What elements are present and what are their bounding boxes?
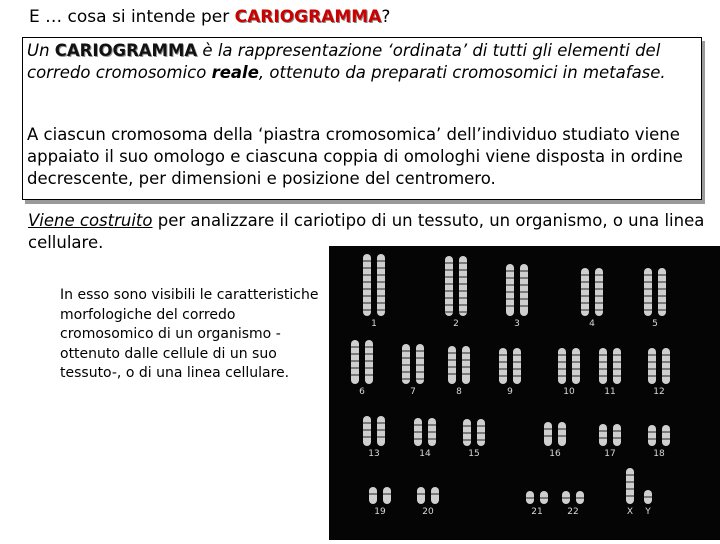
chromosome-band <box>363 281 371 283</box>
chromosome-band <box>658 288 666 290</box>
chromosome-band <box>402 364 410 366</box>
definition-paragraph <box>27 40 699 84</box>
chromosome-band <box>445 297 453 299</box>
pairing-paragraph: A ciascun cromosoma della ‘piastra cromosomica’ dell’individuo studiato viene appaiato il suo omologo e ciascuna coppia di omologhi viene disposta in ordine decrescente, per dimensioni e posizione del centromero. <box>27 125 683 188</box>
chromosome-band <box>363 429 371 431</box>
chromosome-band <box>463 432 471 434</box>
chromosome-band <box>595 302 603 304</box>
chromosome-band <box>459 304 467 306</box>
chromosome-band <box>644 295 652 297</box>
chromosome-band <box>595 274 603 276</box>
visibility-note: In esso sono visibili le caratteristiche morfologiche del corredo cromosomico di un organismo -ottenuto dalle cellule di un suo tessuto-, o di una linea cellulare. <box>60 287 319 381</box>
chromosome-band <box>626 481 634 483</box>
chromosome-label: 5 <box>652 319 658 329</box>
chromosome-pair-22 <box>562 491 584 517</box>
chromosome-band <box>402 371 410 373</box>
chromosome-label: 4 <box>589 319 595 329</box>
chromosome-pair-5 <box>644 268 666 329</box>
chromosome-band <box>581 281 589 283</box>
chromosome <box>377 254 385 316</box>
chromosome-band <box>431 493 439 495</box>
chromosome-band <box>499 354 507 356</box>
chromosome-pair-6 <box>351 340 373 397</box>
chromosome-band <box>581 274 589 276</box>
chromosome-band <box>363 260 371 262</box>
chromosome-band <box>558 428 566 430</box>
chromosome <box>369 487 377 504</box>
chromosome-band <box>445 311 453 313</box>
chromosome-band <box>595 295 603 297</box>
chromosome-band <box>477 439 485 441</box>
chromosome-band <box>414 424 422 426</box>
chromosome-band <box>365 374 373 376</box>
chromosome-band <box>383 493 391 495</box>
chromosome-band <box>558 368 566 370</box>
chromosome-pair-20 <box>417 487 439 517</box>
chromosome <box>613 424 621 446</box>
chromosome-band <box>572 375 580 377</box>
chromosome <box>448 346 456 384</box>
chromosome-label: 9 <box>507 387 513 397</box>
chromosome-band <box>363 274 371 276</box>
chromosome <box>431 487 439 504</box>
chromosome-band <box>576 497 584 499</box>
chromosome-band <box>499 361 507 363</box>
slide-title <box>29 6 390 28</box>
chromosome-band <box>506 298 514 300</box>
chromosome-band <box>377 260 385 262</box>
chromosome-label: 7 <box>410 387 416 397</box>
chromosome-band <box>416 357 424 359</box>
chromosome-band <box>445 269 453 271</box>
chromosome-band <box>428 431 436 433</box>
chromosome <box>648 425 656 446</box>
chromosome-label: 14 <box>419 449 431 459</box>
chromosome-band <box>626 495 634 497</box>
chromosome <box>363 254 371 316</box>
chromosome-pair-12 <box>648 348 670 397</box>
title-suffix: ? <box>381 7 391 27</box>
chromosome-band <box>662 354 670 356</box>
chromosome <box>572 348 580 384</box>
chromosome-band <box>644 302 652 304</box>
chromosome-band <box>599 361 607 363</box>
chromosome-band <box>365 360 373 362</box>
chromosome-label: 16 <box>549 449 561 459</box>
chromosome-pair-17 <box>599 424 621 459</box>
definition-start: Un <box>27 41 55 60</box>
definition-end: , ottenuto da preparati cromosomici in metafase. <box>258 63 666 82</box>
chromosome-band <box>462 352 470 354</box>
chromosome-band <box>595 281 603 283</box>
chromosome-band <box>513 375 521 377</box>
chromosome-band <box>662 361 670 363</box>
chromosome-band <box>520 270 528 272</box>
chromosome-pair-X <box>626 468 634 517</box>
chromosome-band <box>499 375 507 377</box>
chromosome-band <box>599 437 607 439</box>
chromosome-band <box>402 357 410 359</box>
chromosome-band <box>613 361 621 363</box>
chromosome-band <box>506 277 514 279</box>
chromosome-band <box>445 290 453 292</box>
chromosome-label: 22 <box>567 507 579 517</box>
chromosome <box>558 348 566 384</box>
chromosome-band <box>499 368 507 370</box>
chromosome-band <box>445 304 453 306</box>
chromosome-band <box>648 438 656 440</box>
chromosome-band <box>428 424 436 426</box>
chromosome-pair-2 <box>445 256 467 329</box>
karyogram-image <box>329 246 720 540</box>
chromosome <box>459 256 467 316</box>
chromosome-band <box>462 359 470 361</box>
chromosome-band <box>626 474 634 476</box>
chromosome-label: 20 <box>422 507 434 517</box>
chromosome-band <box>648 354 656 356</box>
chromosome-band <box>416 350 424 352</box>
chromosome-band <box>520 298 528 300</box>
chromosome-band <box>520 305 528 307</box>
chromosome-band <box>459 290 467 292</box>
usage-underlined: Viene costruito <box>28 211 153 230</box>
chromosome-pair-14 <box>414 418 436 459</box>
chromosome-pair-18 <box>648 425 670 459</box>
chromosome-band <box>658 302 666 304</box>
chromosome-band <box>463 439 471 441</box>
title-prefix: E … cosa si intende per <box>29 7 235 27</box>
chromosome-label: 18 <box>653 449 665 459</box>
chromosome-band <box>363 288 371 290</box>
chromosome-band <box>544 428 552 430</box>
chromosome-band <box>377 422 385 424</box>
chromosome-band <box>417 493 425 495</box>
chromosome-band <box>599 430 607 432</box>
chromosome-band <box>377 302 385 304</box>
chromosome-band <box>558 361 566 363</box>
chromosome <box>417 487 425 504</box>
chromosome-band <box>658 295 666 297</box>
chromosome-band <box>558 375 566 377</box>
chromosome-band <box>581 288 589 290</box>
chromosome-band <box>363 302 371 304</box>
chromosome <box>613 348 621 384</box>
chromosome-band <box>558 354 566 356</box>
chromosome-band <box>644 288 652 290</box>
chromosome-band <box>520 277 528 279</box>
chromosome <box>513 348 521 384</box>
chromosome-band <box>662 431 670 433</box>
chromosome-band <box>644 281 652 283</box>
chromosome-band <box>448 373 456 375</box>
chromosome-label: 15 <box>468 449 480 459</box>
chromosome-band <box>365 367 373 369</box>
chromosome-band <box>572 361 580 363</box>
chromosome-label: 19 <box>374 507 386 517</box>
chromosome-band <box>644 274 652 276</box>
chromosome-band <box>644 309 652 311</box>
chromosome-band <box>459 269 467 271</box>
chromosome-band <box>377 436 385 438</box>
chromosome <box>648 348 656 384</box>
chromosome-pair-9 <box>499 348 521 397</box>
karyogram-chromosomes <box>329 246 720 540</box>
chromosome-label: 13 <box>368 449 380 459</box>
chromosome-band <box>658 274 666 276</box>
chromosome-band <box>477 425 485 427</box>
chromosome-band <box>459 311 467 313</box>
chromosome-band <box>459 297 467 299</box>
chromosome-band <box>581 309 589 311</box>
chromosome-band <box>599 368 607 370</box>
chromosome-label: 17 <box>604 449 616 459</box>
chromosome-label: 12 <box>653 387 665 397</box>
chromosome-pair-15 <box>463 419 485 459</box>
chromosome-band <box>648 375 656 377</box>
chromosome-band <box>558 435 566 437</box>
chromosome-band <box>644 496 652 498</box>
chromosome-band <box>613 368 621 370</box>
chromosome-band <box>513 368 521 370</box>
chromosome-band <box>595 309 603 311</box>
chromosome-band <box>662 438 670 440</box>
chromosome-band <box>414 431 422 433</box>
chromosome-band <box>416 371 424 373</box>
chromosome-band <box>581 295 589 297</box>
chromosome-band <box>513 354 521 356</box>
chromosome-pair-13 <box>363 416 385 459</box>
chromosome-band <box>369 493 377 495</box>
chromosome-band <box>520 291 528 293</box>
chromosome <box>499 348 507 384</box>
chromosome-band <box>613 354 621 356</box>
chromosome-band <box>462 373 470 375</box>
chromosome-pair-19 <box>369 487 391 517</box>
chromosome-label: X <box>626 507 634 517</box>
chromosome-band <box>365 353 373 355</box>
chromosome-band <box>595 288 603 290</box>
chromosome-band <box>506 291 514 293</box>
chromosome-band <box>363 422 371 424</box>
chromosome-band <box>377 274 385 276</box>
chromosome-band <box>540 497 548 499</box>
chromosome-band <box>599 354 607 356</box>
chromosome-band <box>648 431 656 433</box>
chromosome-band <box>351 360 359 362</box>
chromosome-band <box>351 353 359 355</box>
chromosome-band <box>377 267 385 269</box>
chromosome-label: 11 <box>604 387 616 397</box>
chromosome-band <box>599 375 607 377</box>
chromosome-band <box>363 309 371 311</box>
chromosome-band <box>445 262 453 264</box>
chromosome <box>462 346 470 384</box>
chromosome-label: Y <box>645 507 651 517</box>
chromosome-band <box>662 368 670 370</box>
chromosome-pair-8 <box>448 346 470 397</box>
chromosome-band <box>377 288 385 290</box>
chromosome <box>662 348 670 384</box>
definition-middle: è la rappresentazione ‘ordinata’ di tutti gli elementi del corredo cromosomico <box>27 41 661 82</box>
chromosome-band <box>448 352 456 354</box>
chromosome-pair-10 <box>558 348 580 397</box>
chromosome-pair-3 <box>506 264 528 329</box>
chromosome-band <box>377 281 385 283</box>
chromosome-pair-11 <box>599 348 621 397</box>
chromosome-band <box>562 497 570 499</box>
chromosome-band <box>506 270 514 272</box>
chromosome-pair-4 <box>581 268 603 329</box>
chromosome <box>662 425 670 446</box>
chromosome-band <box>526 497 534 499</box>
chromosome-band <box>477 432 485 434</box>
chromosome-pair-Y <box>644 490 652 517</box>
chromosome-band <box>448 366 456 368</box>
chromosome-band <box>459 276 467 278</box>
definition-box <box>22 37 702 200</box>
chromosome-label: 1 <box>371 319 377 329</box>
chromosome-band <box>626 488 634 490</box>
chromosome-pair-21 <box>526 491 548 517</box>
chromosome-band <box>351 367 359 369</box>
chromosome-band <box>459 262 467 264</box>
chromosome-label: 2 <box>453 319 459 329</box>
chromosome-label: 3 <box>514 319 520 329</box>
chromosome-band <box>416 378 424 380</box>
chromosome-label: 21 <box>531 507 543 517</box>
chromosome-band <box>613 375 621 377</box>
chromosome-band <box>613 430 621 432</box>
definition-term: CARIOGRAMMA <box>54 41 198 60</box>
chromosome-band <box>462 366 470 368</box>
chromosome-band <box>648 368 656 370</box>
chromosome-band <box>363 436 371 438</box>
chromosome-band <box>445 276 453 278</box>
title-term: CARIOGRAMMA <box>234 7 382 27</box>
chromosome-label: 8 <box>456 387 462 397</box>
chromosome-pair-16 <box>544 422 566 459</box>
chromosome-label: 10 <box>563 387 575 397</box>
chromosome-band <box>363 267 371 269</box>
chromosome-pair-7 <box>402 344 424 397</box>
chromosome-pair-1 <box>363 254 385 329</box>
chromosome-band <box>351 346 359 348</box>
chromosome-band <box>572 368 580 370</box>
chromosome-band <box>351 374 359 376</box>
chromosome-band <box>445 283 453 285</box>
chromosome-band <box>377 429 385 431</box>
chromosome-band <box>648 361 656 363</box>
chromosome-label: 6 <box>359 387 365 397</box>
chromosome-band <box>448 359 456 361</box>
chromosome-band <box>463 425 471 427</box>
chromosome-band <box>658 309 666 311</box>
chromosome-band <box>581 302 589 304</box>
chromosome-band <box>506 305 514 307</box>
chromosome-band <box>402 378 410 380</box>
chromosome <box>599 424 607 446</box>
chromosome-band <box>428 438 436 440</box>
usage-rest: per analizzare il cariotipo di un tessuto, un organismo, o una linea cellulare. <box>28 211 705 252</box>
chromosome-band <box>520 284 528 286</box>
chromosome-band <box>414 438 422 440</box>
chromosome-band <box>662 375 670 377</box>
definition-reale: reale <box>211 63 259 82</box>
chromosome-band <box>513 361 521 363</box>
chromosome-band <box>365 346 373 348</box>
chromosome-band <box>402 350 410 352</box>
chromosome-band <box>613 437 621 439</box>
chromosome <box>558 422 566 446</box>
chromosome <box>599 348 607 384</box>
chromosome-band <box>572 354 580 356</box>
chromosome <box>544 422 552 446</box>
chromosome-band <box>544 435 552 437</box>
chromosome-band <box>363 295 371 297</box>
chromosome <box>383 487 391 504</box>
chromosome-band <box>416 364 424 366</box>
chromosome <box>445 256 453 316</box>
chromosome-band <box>506 284 514 286</box>
chromosome-band <box>377 295 385 297</box>
chromosome <box>626 468 634 504</box>
chromosome-band <box>377 309 385 311</box>
chromosome-band <box>459 283 467 285</box>
chromosome-band <box>658 281 666 283</box>
